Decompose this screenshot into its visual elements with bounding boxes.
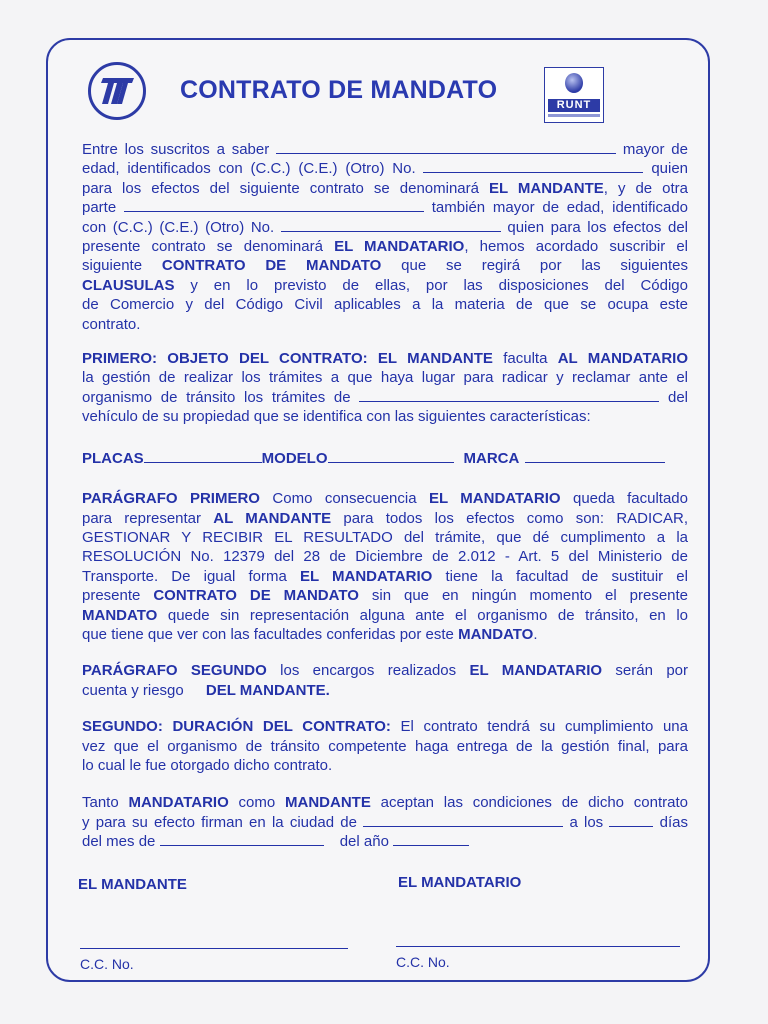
clause-text: cuenta y riesgo (82, 681, 184, 699)
mandato-term: MANDATO (458, 625, 534, 643)
closing-text: días (659, 813, 689, 831)
clause-text: para todos los efectos como son: RADICAR, (343, 509, 689, 527)
clause-heading: PARÁGRAFO PRIMERO (82, 490, 260, 508)
clause-text: para representar (82, 509, 202, 527)
mandatario-term: MANDATARIO (128, 794, 229, 812)
clause-text: que tiene que ver con las facultades conferidas por este (82, 625, 454, 643)
intro-text: Entre los suscritos a saber (82, 141, 270, 158)
modelo-label: MODELO (261, 449, 328, 467)
clause-primero (82, 349, 688, 427)
contrato-term: CONTRATO DE MANDATO (161, 257, 382, 275)
mandante-term: MANDANTE (285, 794, 371, 812)
mandante-term: EL MANDANTE (489, 179, 604, 197)
closing-text: del año (339, 833, 389, 851)
intro-paragraph (82, 140, 688, 334)
dias-blank[interactable] (609, 814, 653, 827)
clause-text: lo cual le fue otorgado dicho contrato. (82, 756, 333, 774)
clause-text: los encargos realizados (280, 662, 457, 680)
clause-text: del (667, 388, 689, 406)
closing-text: y para su efecto firman en la ciudad de (82, 813, 357, 831)
clause-text: sin que en ningún momento el presente (371, 587, 689, 605)
clause-heading: SEGUNDO: DURACIÓN DEL CONTRATO: (82, 718, 391, 736)
placas-label: PLACAS (82, 449, 144, 467)
clause-text: presente (82, 587, 141, 605)
clause-text: faculta (503, 350, 548, 368)
id-mandante-blank[interactable] (423, 160, 643, 173)
clause-text: GESTIONAR Y RECIBIR EL RESULTADO del trámite, que dé cumplimento a la (82, 528, 688, 546)
ano-blank[interactable] (393, 833, 469, 846)
intro-text: mayor de (622, 141, 688, 158)
closing-text: a los (569, 813, 604, 831)
clause-heading: PRIMERO: OBJETO DEL CONTRATO: EL MANDANTE (82, 350, 493, 368)
mandante-signature-label: EL MANDANTE (78, 876, 187, 893)
mandante-term: AL MANDANTE (213, 509, 332, 527)
marca-blank[interactable] (525, 450, 665, 463)
runt-logo (544, 67, 604, 123)
mandante-signature-line[interactable] (80, 948, 348, 949)
clause-text: . (533, 625, 538, 643)
vehicle-fields (82, 449, 688, 468)
intro-text: que se regirá por las siguientes (401, 257, 688, 275)
clausulas-term: CLAUSULAS (82, 276, 175, 294)
contract-body (82, 140, 688, 852)
intro-text: contrato. (82, 315, 141, 333)
clause-heading: PARÁGRAFO SEGUNDO (82, 662, 267, 680)
clause-text: serán por (615, 662, 688, 680)
intro-text: siguiente (82, 257, 143, 275)
clause-text: tiene la facultad de sustituir el (445, 567, 688, 585)
runt-logo-bar (548, 114, 600, 117)
clause-text: El contrato tendrá su cumplimiento una (400, 718, 688, 736)
intro-text: parte (82, 199, 117, 217)
clause-segundo (82, 717, 688, 775)
mandato-term: MANDATO (82, 606, 158, 624)
tramites-blank[interactable] (359, 389, 659, 402)
page-title: CONTRATO DE MANDATO (180, 76, 498, 104)
clause-text: quede sin representación alguna ante el organismo de tránsito, en lo (167, 606, 689, 624)
marca-label: MARCA (463, 449, 520, 467)
closing-paragraph (82, 793, 688, 851)
name-mandatario-blank[interactable] (124, 199, 424, 212)
paragrafo-primero (82, 489, 688, 644)
mandatario-signature-label: EL MANDATARIO (398, 874, 522, 891)
closing-text: Tanto (82, 794, 119, 812)
intro-text: , y de otra (603, 179, 689, 197)
id-mandatario-blank[interactable] (281, 219, 501, 232)
intro-text: presente contrato se denominará (82, 238, 323, 256)
mandatario-signature-line[interactable] (396, 946, 680, 947)
ministry-logo-icon (88, 62, 146, 120)
mes-blank[interactable] (160, 833, 324, 846)
placas-blank[interactable] (144, 450, 262, 463)
contrato-term: CONTRATO DE MANDATO (153, 587, 359, 605)
mandante-cc-label: C.C. No. (80, 956, 134, 972)
runt-emblem-icon (565, 73, 583, 93)
mandatario-term: EL MANDATARIO (334, 238, 465, 256)
clause-text: Como consecuencia (272, 490, 417, 508)
name-mandante-blank[interactable] (276, 141, 616, 154)
intro-text: , hemos acordado suscribir el (464, 238, 688, 256)
clause-text: vez que el organismo de tránsito competente haga entrega de la gestión final, para (82, 737, 688, 755)
intro-text: de Comercio y del Código Civil aplicables a la materia de que se ocupa este (82, 296, 688, 314)
closing-text: aceptan las condiciones de dicho contrato (380, 794, 689, 812)
clause-text: vehículo de su propiedad que se identifica con las siguientes características: (82, 408, 591, 426)
mandatario-term: EL MANDATARIO (469, 662, 603, 680)
paragrafo-segundo (82, 661, 688, 700)
clause-text: la gestión de realizar los trámites a que haya lugar para radicar y reclamar ante el (82, 369, 688, 387)
intro-text: quien para los efectos del (507, 218, 688, 236)
ciudad-blank[interactable] (363, 814, 563, 827)
mandante-term: DEL MANDANTE. (205, 681, 330, 699)
clause-text: queda facultado (572, 490, 688, 508)
intro-text: con (C.C.) (C.E.) (Otro) No. (82, 218, 275, 236)
intro-text: y en lo previsto de ellas, por las disposiciones del Código (190, 276, 688, 294)
mandatario-term: EL MANDATARIO (428, 490, 561, 508)
closing-text: como (238, 794, 276, 812)
intro-text: también mayor de edad, identificado (431, 199, 688, 217)
intro-text: quien (651, 160, 689, 178)
closing-text: del mes de (82, 833, 156, 851)
clause-text: organismo de tránsito los trámites de (82, 388, 351, 406)
runt-logo-text: RUNT (548, 99, 600, 112)
clause-text: RESOLUCIÓN No. 12379 del 28 de Diciembre de 2.012 - Art. 5 del Ministerio de (82, 548, 688, 566)
mandatario-term: EL MANDATARIO (299, 567, 433, 585)
modelo-blank[interactable] (328, 450, 454, 463)
mandatario-term: AL MANDATARIO (557, 350, 688, 368)
intro-text: para los efectos del siguiente contrato se denominará (82, 179, 479, 197)
intro-text: edad, identificados con (C.C.) (C.E.) (Otro) No. (82, 160, 416, 178)
clause-text: Transporte. De igual forma (82, 567, 287, 585)
mandatario-cc-label: C.C. No. (396, 954, 450, 970)
